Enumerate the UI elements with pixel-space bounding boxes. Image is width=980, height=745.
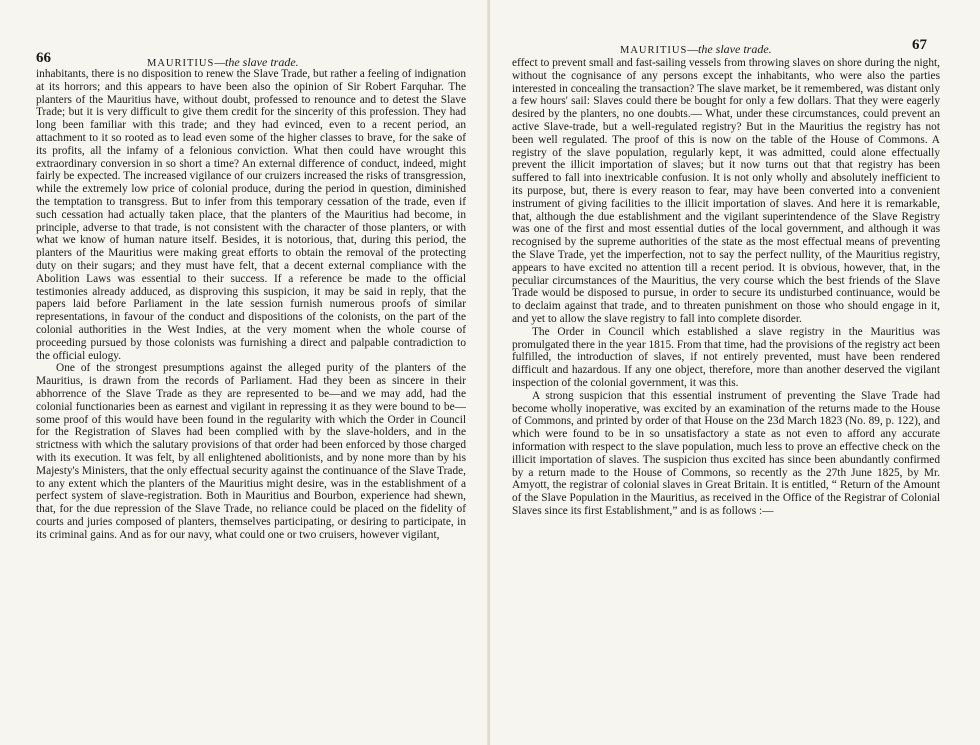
- running-head-italic: —the slave trade.: [214, 55, 299, 69]
- paragraph: The Order in Council which established a slave registry in the Mauritius was promulgated there in the year 1815. From that time, had the provisions of the registry act been fulfilled, the introduction of slaves, if not entirely prevented, must have been rendered difficult and hazardous. If any one object, therefore, more than another deserved the vigilant inspection of the colonial government, it was this.: [512, 325, 940, 389]
- paragraph: effect to prevent small and fast-sailing vessels from throwing slaves on shore during the night, without the cognisance of any persons except the inhabitants, who were also the parties interested in concealing the transaction? The slave market, be it remembered, was distant only a few hours' sail: Slaves could there be bought for only a few dollars. That they were eagerly desired by the planters, no one doubts.— What, under these circumstances, could prevent an active Slave-trade, but a well-regulated registry? But in the Mauritius the registry has not been well regulated. The proof of this is now on the table of the House of Commons. A registry of the slave population, regularly kept, it was admitted, could alone effectually prevent the illicit importation of slaves; but it now turns out that that registry has been suffered to fall into inextricable confusion. It is not only wholly and absolutely inefficient to its purpose, but, there is every reason to fear, may have been converted into a convenient instrument of giving facilities to the illicit importation of slaves. And here it is remarkable, that, although the due establishment and the vigilant superintendence of the Slave Registry was one of the first and most essential duties of the local government, and although it was recognised by the supreme authorities of the state as the most effectual means of preventing the Slave Trade, yet the imperfection, not to say the perfect nullity, of the Mauritius registry, appears to have excited no attention till a recent period. It is obvious, however, that, in the peculiar circumstances of the Mauritius, the very course which the best friends of the Slave Trade would be disposed to pursue, in order to secure its undisturbed continuance, would be to declaim against that trade, and to threaten punishment on those who should engage in it, and yet to allow the slave registry to fall into complete disorder.: [512, 57, 940, 325]
- running-head: [620, 42, 772, 57]
- running-head-italic: —the slave trade.: [687, 42, 772, 56]
- left-body-text: [36, 68, 466, 541]
- page-number: 67: [912, 37, 927, 53]
- page-number: 66: [36, 50, 51, 66]
- right-body-text: [512, 57, 940, 518]
- paragraph: A strong suspicion that this essential instrument of preventing the Slave Trade had become wholly inoperative, was excited by an examination of the returns made to the House of Commons, and printed by order of that House on the 23d March 1823 (No. 89, p. 122), and which were found to be in so unsatisfactory a state as not even to afford any accurate information with respect to the slave population, much less to prove an effective check on the illicit importation of slaves. The suspicion thus excited has since been abundantly confirmed by a return made to the House of Commons, so recently as the 27th June 1825, by Mr. Amyott, the registrar of colonial slaves in Great Britain. It is entitled, “ Return of the Amount of the Slave Population in the Mauritius, as received in the Office of the Registrar of Colonial Slaves since its first Establishment,” and is as follows :—: [512, 389, 940, 517]
- paragraph: One of the strongest presumptions against the alleged purity of the planters of the Mauritius, is drawn from the records of Parliament. Had they been as sincere in their abhorrence of the Slave Trade as they are represented to be—and we may add, had the colonial functionaries been as earnest and vigilant in repressing it as they were bound to be—some proof of this would have been found in the regularity with which the Order in Council for the Registration of Slaves had been complied with by the slave-holders, and in the strictness with which the salutary provisions of that order had been enforced by those charged with its execution. It was felt, by all enlightened abolitionists, and by none more than by his Majesty's Ministers, that the only effectual security against the continuance of the Slave Trade, to any extent which the planters of the Mauritius might desire, was in the establishment of a perfect system of slave-registration. Both in Mauritius and Bourbon, experience had shewn, that, for the due repression of the Slave Trade, no reliance could be placed on the fidelity of courts and juries composed of planters, themselves participating, or desiring to participate, in its criminal gains. And as for our navy, what could one or two cruisers, however vigilant,: [36, 362, 466, 541]
- right-page: [490, 0, 980, 745]
- paragraph: inhabitants, there is no disposition to renew the Slave Trade, but rather a feeling of indignation at its horrors; and this appears to have been also the opinion of Sir Robert Farquhar. The planters of the Mauritius have, without doubt, professed to renounce and to detest the Slave Trade; but it is very difficult to give them credit for the sincerity of this profession. They had long been familiar with this trade; and they had evinced, even to a recent period, an attachment to it so rooted as to lead even some of the higher classes to brave, for the sake of its profits, all the infamy of a felonious conviction. What then could have wrought this extraordinary conversion in so short a time? An external difference of conduct, indeed, might fairly be expected. The increased vigilance of our cruizers increased the risks of transgression, while the extremely low price of colonial produce, during the period in question, diminished the temptation to transgress. But to infer from this temporary cessation of the trade, even if such cessation had actually taken place, that the planters of the Mauritius had become, in principle, adverse to that trade, is not consistent with the character of those planters, or with what we know of human nature itself. Besides, it is notorious, that, during this period, the planters of the Mauritius were making great efforts to obtain the removal of the protecting duty on their sugars; and they must have felt, that a decent external compliance with the Abolition Laws was essential to their success. If a reference be made to the official testimonies already adduced, as disproving this suspicion, it may be said in reply, that the papers laid before Parliament in the late session furnish numerous proofs of similar representations, in favour of the conduct and dispositions of the colonists, on the part of the colonial authorities in the West Indies, at the very moment when the whole course of proceeding pursued by those colonists was furnishing a direct and palpable contradiction to the official eulogy.: [36, 68, 466, 362]
- running-head-caps: MAURITIUS: [620, 45, 688, 56]
- running-head-caps: MAURITIUS: [147, 58, 215, 69]
